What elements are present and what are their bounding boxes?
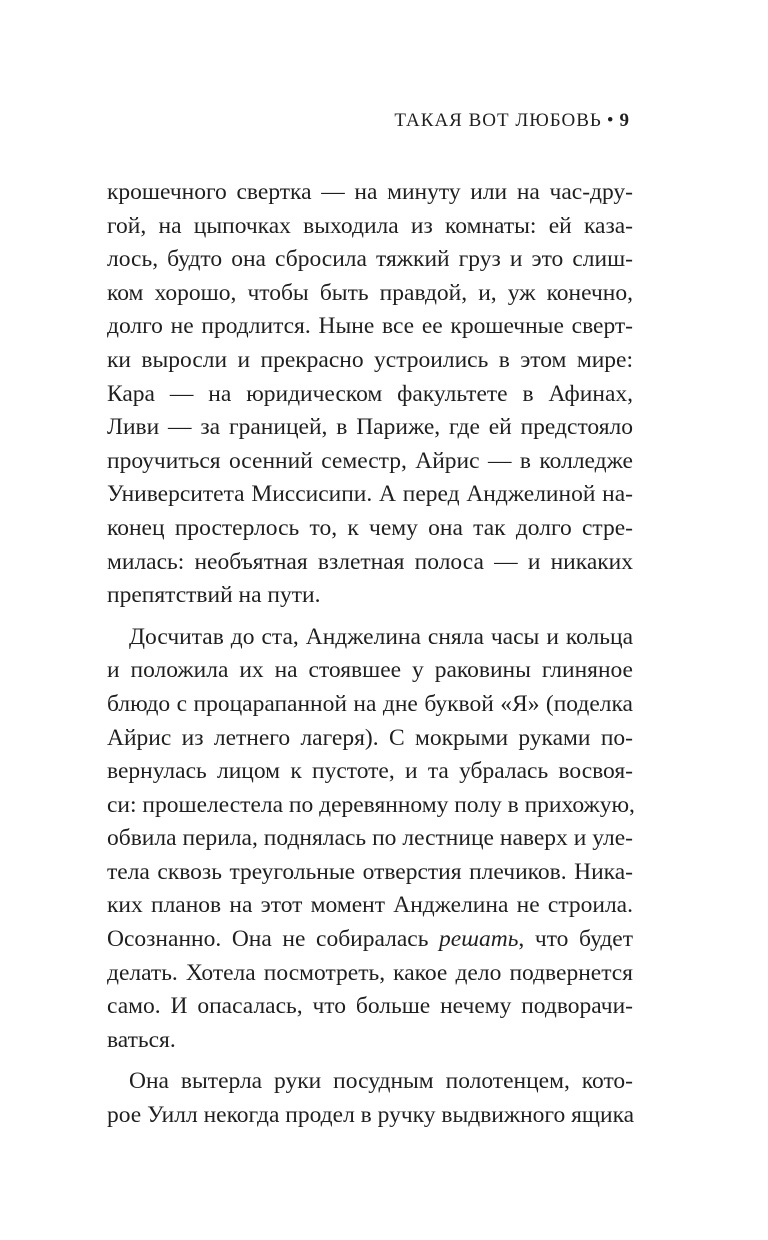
text-line: блюдо с процарапанной на дне буквой «Я» (поделка: [107, 690, 633, 717]
text-line: ком хорошо, чтобы быть правдой, и, уж конечно,: [107, 279, 633, 306]
text-line: Кара — на юридическом факультете в Афинах,: [107, 380, 633, 407]
paragraph-gap: [107, 1057, 633, 1065]
text-line: Она вытерла руки посудным полотенцем, кото-: [129, 1068, 633, 1095]
text-line: тела сквозь треугольные отверстия плечиков. Ника-: [107, 858, 633, 885]
text-line: и положила их на стоявшее у раковины глиняное: [107, 657, 633, 684]
text-line: долго не продлится. Ныне все ее крошечные сверт-: [107, 313, 633, 340]
paragraph: [107, 621, 633, 1058]
text-line: обвила перила, поднялась по лестнице наверх и уле-: [107, 825, 633, 852]
emphasized-word: решать: [439, 926, 519, 953]
header-separator: •: [606, 110, 615, 131]
text-line: ки выросли и прекрасно устроились в этом мире:: [107, 346, 633, 373]
paragraph: [107, 1065, 633, 1132]
text-line: Осознанно. Она не собиралась решать, что будет: [107, 926, 633, 953]
text-line: вернулась лицом к пустоте, и та убралась восвоя-: [107, 758, 633, 785]
text-line: само. И опасалась, что больше нечему подворачи-: [107, 993, 633, 1020]
text-line: делать. Хотела посмотреть, какое дело подвернется: [107, 959, 633, 986]
paragraph-gap: [107, 613, 633, 621]
text-line: Досчитав до ста, Анджелина сняла часы и кольца: [129, 623, 633, 650]
text-line: лось, будто она сбросила тяжкий груз и это слиш-: [107, 246, 633, 273]
text-line: ваться.: [107, 1026, 176, 1053]
text-line: препятствий на пути.: [107, 582, 321, 609]
text-line: Ливи — за границей, в Париже, где ей предстояло: [107, 414, 633, 441]
book-title: ТАКАЯ ВОТ ЛЮБОВЬ: [394, 110, 602, 131]
text-line: милась: необъятная взлетная полоса — и никаких: [107, 548, 633, 575]
text-line: гой, на цыпочках выходила из комнаты: ей каза-: [107, 212, 633, 239]
text-line: си: прошелестела по деревянному полу в прихожую,: [107, 791, 635, 818]
text-line: проучиться осенний семестр, Айрис — в колледже: [107, 447, 633, 474]
text-line: крошечного свертка — на минуту или на час-дру-: [107, 179, 633, 205]
text-line: Университета Миссисипи. А перед Анджелиной на-: [107, 481, 633, 508]
text-line: ких планов на этот момент Анджелина не строила.: [107, 892, 633, 919]
text-line: Айрис из летнего лагеря). С мокрыми руками по-: [107, 724, 633, 751]
running-header: [394, 110, 630, 132]
paragraph: [107, 176, 633, 613]
page-number: 9: [619, 110, 630, 131]
text-line: конец простерлось то, к чему она так долго стре-: [107, 514, 633, 541]
body-text: [107, 176, 633, 1133]
text-line: рое Уилл некогда продел в ручку выдвижного ящика: [107, 1102, 635, 1129]
